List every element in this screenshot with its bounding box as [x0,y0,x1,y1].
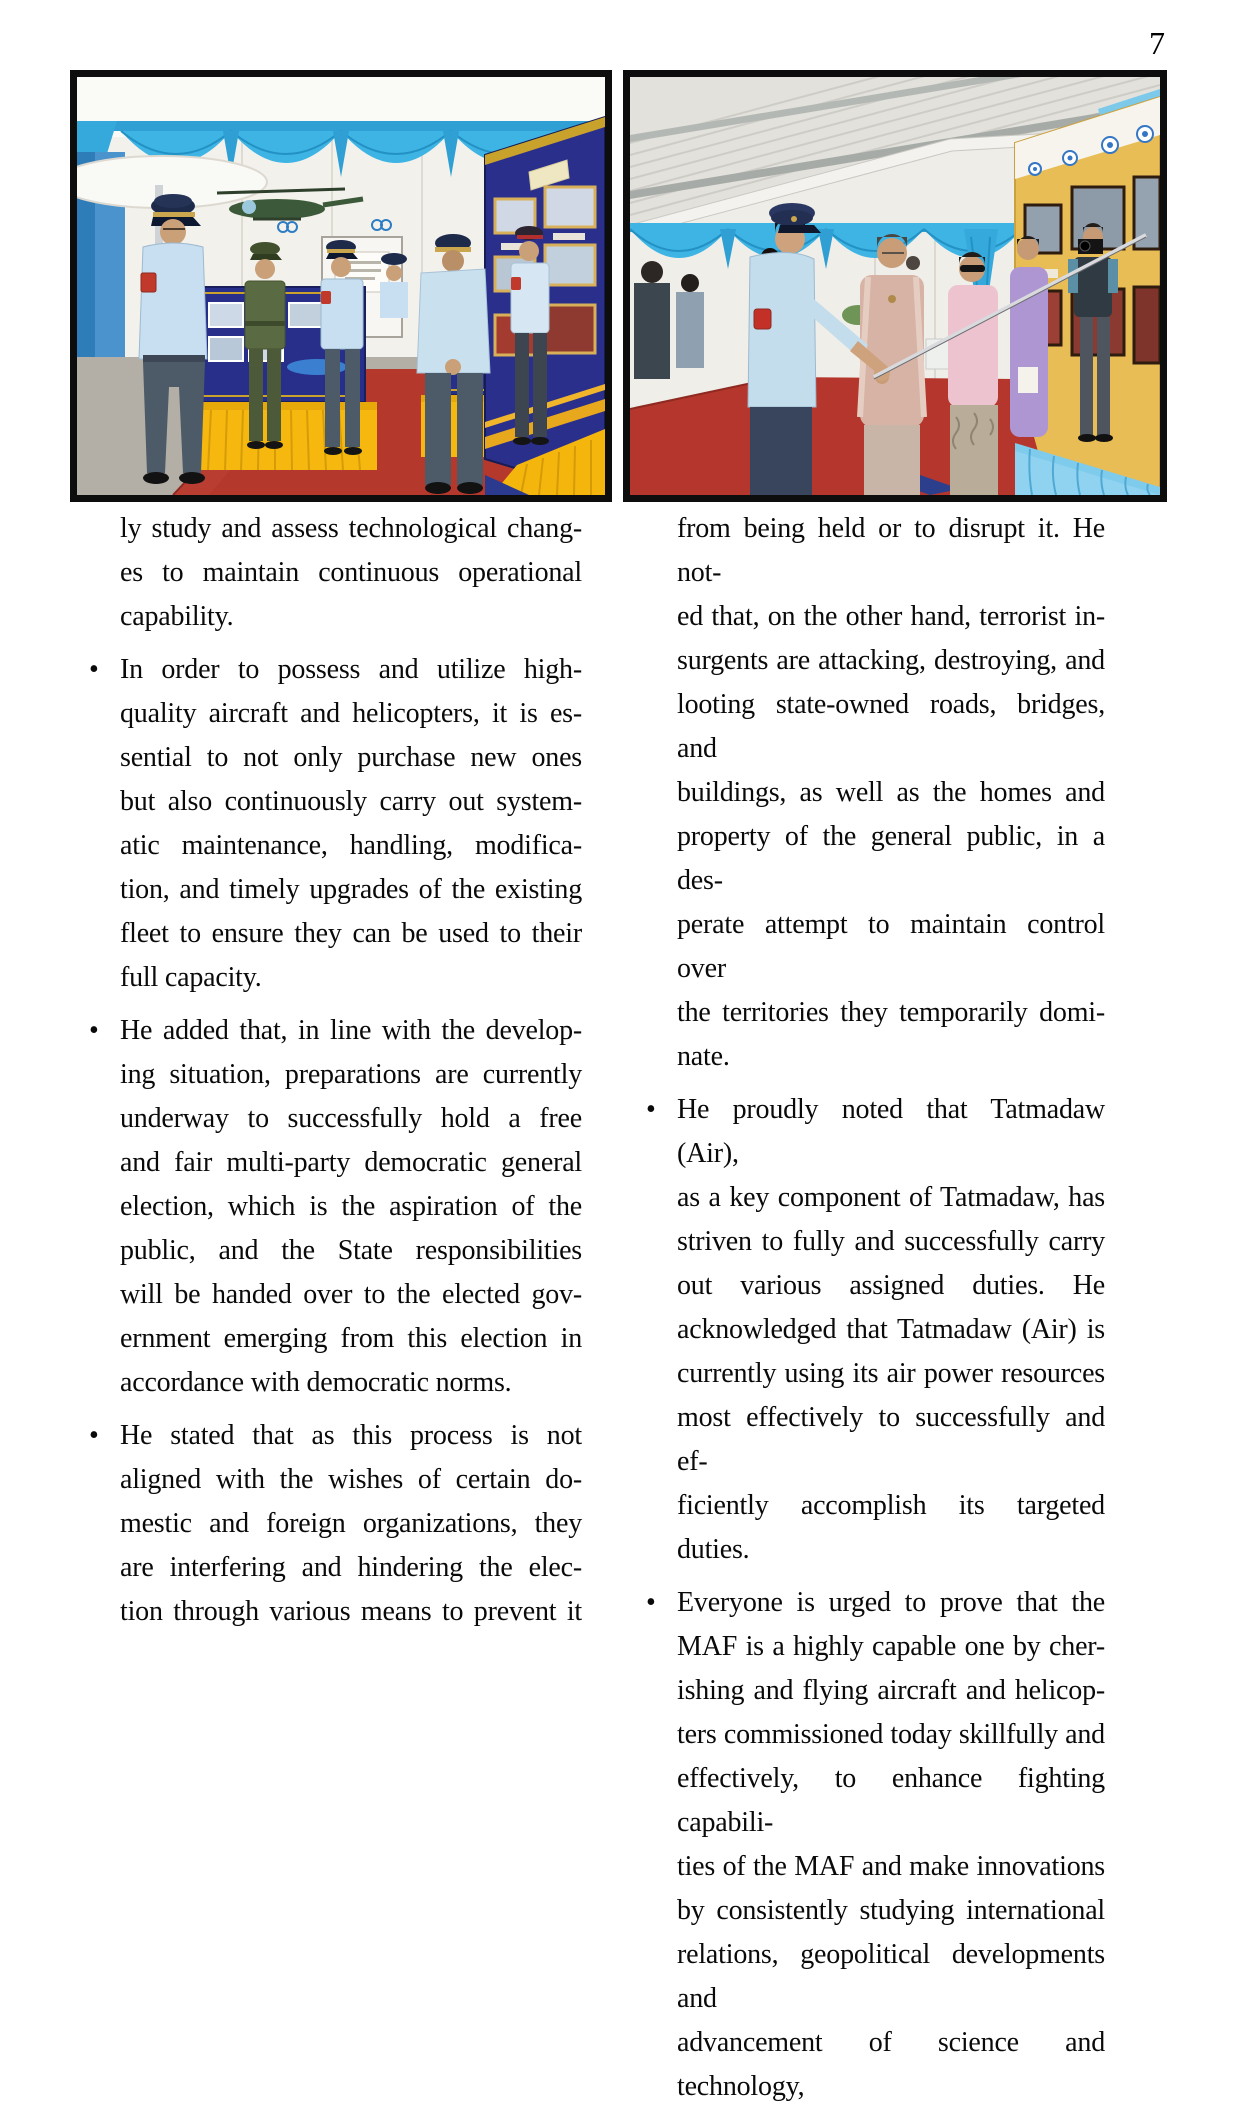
text-line: public, and the State responsibilities [120,1235,582,1266]
text-line: ters commissioned today skillfully and [677,1719,1105,1750]
officer-figure [380,253,408,318]
text-line: tion through various means to prevent it [120,1596,582,1627]
text-line: acknowledged that Tatmadaw (Air) is [677,1314,1105,1345]
text-line: capability. [120,601,234,632]
text-line: accordance with democratic norms. [120,1367,512,1398]
text-line: perate attempt to maintain control over [677,909,1105,984]
text-line: mestic and foreign organizations, they [120,1508,582,1539]
text-line: aligned with the wishes of certain do- [120,1464,582,1495]
column-right [646,507,1105,2118]
text-line: nate. [677,1041,730,1072]
photo-right [623,70,1167,502]
text-line: ly study and assess technological chang- [120,513,582,544]
bullet-paragraph [89,1414,582,1634]
bullet-marker: • [646,1094,656,1125]
photo-right-illustration [630,77,1160,495]
bullet-paragraph [646,1088,1105,1572]
text-line: most effectively to successfully and ef- [677,1402,1105,1477]
text-line: advancement of science and technology, [677,2027,1105,2102]
column-left [89,507,582,1643]
text-line: buildings, as well as the homes and [677,777,1105,808]
text-line: ernment emerging from this election in [120,1323,582,1354]
text-line: quality aircraft and helicopters, it is es- [120,698,582,729]
photo-left [70,70,612,502]
text-line: In order to possess and utilize high- [120,654,582,685]
text-line: the territories they temporarily domi- [677,997,1105,1028]
text-line: sential to not only purchase new ones [120,742,582,773]
text-line: ishing and flying aircraft and helicop- [677,1675,1105,1706]
text-line: striven to fully and successfully carry [677,1226,1105,1257]
text-line: MAF is a highly capable one by cher- [677,1631,1105,1662]
text-line: ties of the MAF and make innovations [677,1851,1105,1882]
photo-left-illustration [77,77,605,495]
text-line: and fair multi-party democratic general [120,1147,582,1178]
text-line: full capacity. [120,962,262,993]
text-line: He proudly noted that Tatmadaw (Air), [677,1094,1105,1169]
text-line: atic maintenance, handling, modifica- [120,830,582,861]
text-line: but also continuously carry out system- [120,786,582,817]
bullet-paragraph [89,1009,582,1405]
bullet-marker: • [89,1420,99,1451]
text-line: ficiently accomplish its targeted duties. [677,1490,1105,1565]
text-line: from being held or to disrupt it. He not- [677,513,1105,588]
paragraph [677,507,1105,1079]
text-line: Everyone is urged to prove that the [677,1587,1105,1618]
text-line: ed that, on the other hand, terrorist in- [677,601,1105,632]
text-line: by consistently studying international [677,1895,1105,1926]
text-line: property of the general public, in a des- [677,821,1105,896]
text-line: es to maintain continuous operational [120,557,582,588]
bullet-paragraph [89,648,582,1000]
text-line: He added that, in line with the develop- [120,1015,582,1046]
text-line: as a key component of Tatmadaw, has [677,1182,1105,1213]
text-line: fleet to ensure they can be used to their [120,918,582,949]
bullet-marker: • [89,1015,99,1046]
bullet-marker: • [89,654,99,685]
bullet-paragraph [646,1581,1105,2109]
text-line: out various assigned duties. He [677,1270,1105,1301]
text-line: tion, and timely upgrades of the existing [120,874,582,905]
text-line: underway to successfully hold a free [120,1103,582,1134]
text-line: election, which is the aspiration of the [120,1191,582,1222]
text-line: will be handed over to the elected gov- [120,1279,582,1310]
page-number: 7 [1149,25,1165,61]
bullet-marker: • [646,1587,656,1618]
paragraph [120,507,582,639]
text-line: He stated that as this process is not [120,1420,582,1451]
text-line: are interfering and hindering the elec- [120,1552,582,1583]
text-line: relations, geopolitical developments and [677,1939,1105,2014]
text-line: ing situation, preparations are currently [120,1059,582,1090]
visitor-pink [948,252,998,495]
text-line: surgents are attacking, destroying, and [677,645,1105,676]
text-line: looting state-owned roads, bridges, and [677,689,1105,764]
text-line: effectively, to enhance fighting capabili- [677,1763,1105,1838]
text-line: currently using its air power resources [677,1358,1105,1389]
